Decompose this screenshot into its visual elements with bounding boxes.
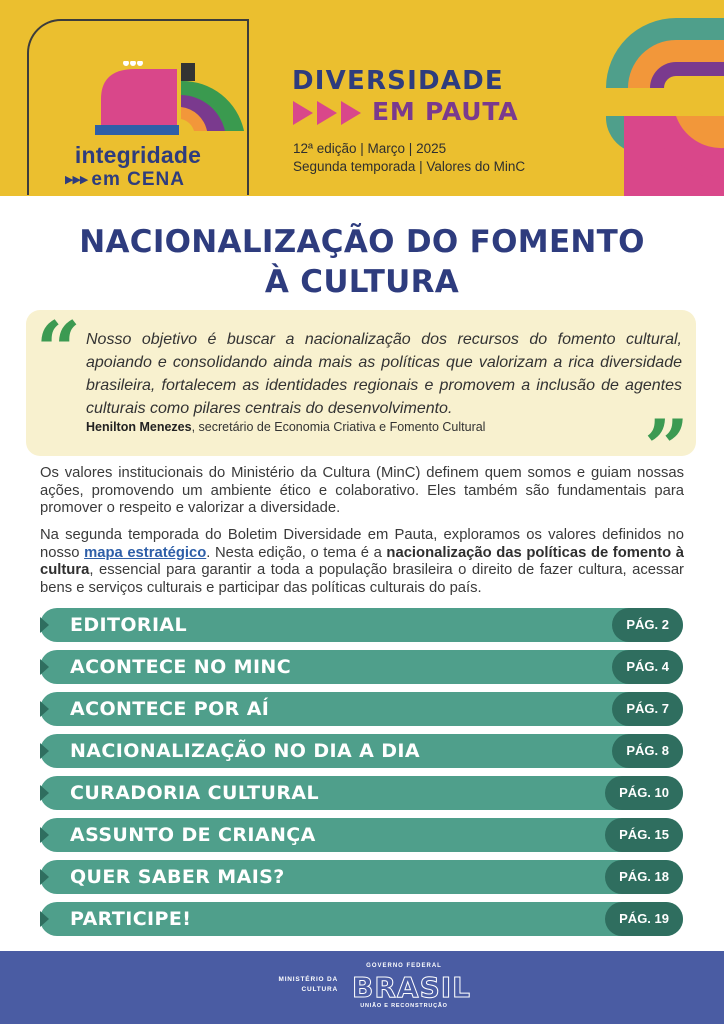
theme-paragraph-part1: Na segunda temporada do Boletim Diversidade em Pauta, exploramos os valores definidos no nosso [40,527,684,561]
quote-author-role: , secretário de Economia Criativa e Fomento Cultural [191,420,486,434]
publication-title-line2: EM PAUTA [372,97,519,126]
toc-label: NACIONALIZAÇÃO NO DIA A DIA [70,740,420,762]
title-arrows-icon [291,99,365,127]
toc-label: ACONTECE NO MINC [70,656,292,678]
toc-label: EDITORIAL [70,614,188,636]
toc-item-assunto-de-crianca[interactable] [40,818,683,852]
toc-page-badge: PÁG. 18 [605,860,683,894]
toc-arrow-icon [40,827,49,843]
ministry-line2: CULTURA [301,986,338,993]
brasil-logo: BRASIL [352,971,471,1004]
toc-page-badge: PÁG. 15 [605,818,683,852]
toc-item-participe[interactable] [40,902,683,936]
integridade-em-cena-logo [27,19,249,195]
toc-item-quer-saber-mais[interactable] [40,860,683,894]
theme-paragraph-bold: nacionalização das políticas de fomento à cultura [40,544,684,578]
main-title [0,222,724,302]
logo-word-em-cena [65,169,245,191]
edition-line1: 12ª edição | Março | 2025 [293,141,447,156]
strategic-map-link[interactable]: mapa estratégico [84,544,207,561]
quote-author [86,420,485,434]
triple-arrow-icon: ▶▶▶ [65,174,88,186]
toc-label: CURADORIA CULTURAL [70,782,320,804]
ministry-line1: MINISTÉRIO DA [278,976,338,983]
header [0,0,724,196]
close-quote-icon: ” [644,403,689,494]
main-title-line2: À CULTURA [264,264,460,300]
logo-word-integridade: integridade [74,142,202,168]
toc-arrow-icon [40,869,49,885]
quote-author-name: Henilton Menezes [86,420,192,434]
gov-bottom-text: UNIÃO E RECONSTRUÇÃO [360,1003,448,1009]
ministry-logo [264,975,338,995]
toc-arrow-icon [40,659,49,675]
edition-line2: Segunda temporada | Valores do MinC [293,159,526,174]
toc-label: PARTICIPE! [70,908,192,930]
logo-word-em-cena-text: em CENA [91,169,185,190]
open-quote-icon: “ [36,305,81,396]
logo-art-icon [95,61,247,135]
toc-arrow-icon [40,617,49,633]
corner-decoration-icon [606,18,724,196]
publication-title-line1: DIVERSIDADE [292,66,504,96]
toc-item-acontece-por-ai[interactable] [40,692,683,726]
toc-arrow-icon [40,911,49,927]
toc-label: ACONTECE POR AÍ [70,698,270,720]
footer [0,951,724,1024]
toc-page-badge: PÁG. 7 [612,692,683,726]
toc-page-badge: PÁG. 2 [612,608,683,642]
toc-arrow-icon [40,785,49,801]
theme-paragraph [40,527,684,597]
toc-item-nacionalizacao[interactable] [40,734,683,768]
edition-info [293,140,525,176]
toc-label: ASSUNTO DE CRIANÇA [70,824,316,846]
toc-item-curadoria-cultural[interactable] [40,776,683,810]
toc-arrow-icon [40,701,49,717]
toc-item-acontece-no-minc[interactable] [40,650,683,684]
gov-top-text: GOVERNO FEDERAL [366,963,442,969]
toc-page-badge: PÁG. 10 [605,776,683,810]
quote-text: Nosso objetivo é buscar a nacionalização dos recursos do fomento cultural, apoiando e consolidando ainda mais as políticas que valorizam a rica diversidade brasileira, fortalecem as identidades regionais e promovem a inclusão de agentes culturais como pilares centrais do desenvolvimento. [86,331,682,417]
intro-paragraph: Os valores institucionais do Ministério da Cultura (MinC) definem quem somos e guiam nossas ações, promovendo um ambiente ético e colaborativo. Eles também são fundamentais para promover o respeito e valorizar a diversidade. [40,465,684,516]
toc-page-badge: PÁG. 19 [605,902,683,936]
theme-paragraph-part3: , essencial para garantir a toda a população brasileira o direito de fazer cultura, acessar bens e serviços culturais e participar das políticas culturais do país. [40,562,684,596]
toc-arrow-icon [40,743,49,759]
toc-page-badge: PÁG. 8 [612,734,683,768]
theme-paragraph-part2: . Nesta edição, o tema é a [206,544,387,561]
toc-label: QUER SABER MAIS? [70,866,285,888]
toc-item-editorial[interactable] [40,608,683,642]
toc-page-badge: PÁG. 4 [612,650,683,684]
main-title-line1: NACIONALIZAÇÃO DO FOMENTO [79,224,645,260]
